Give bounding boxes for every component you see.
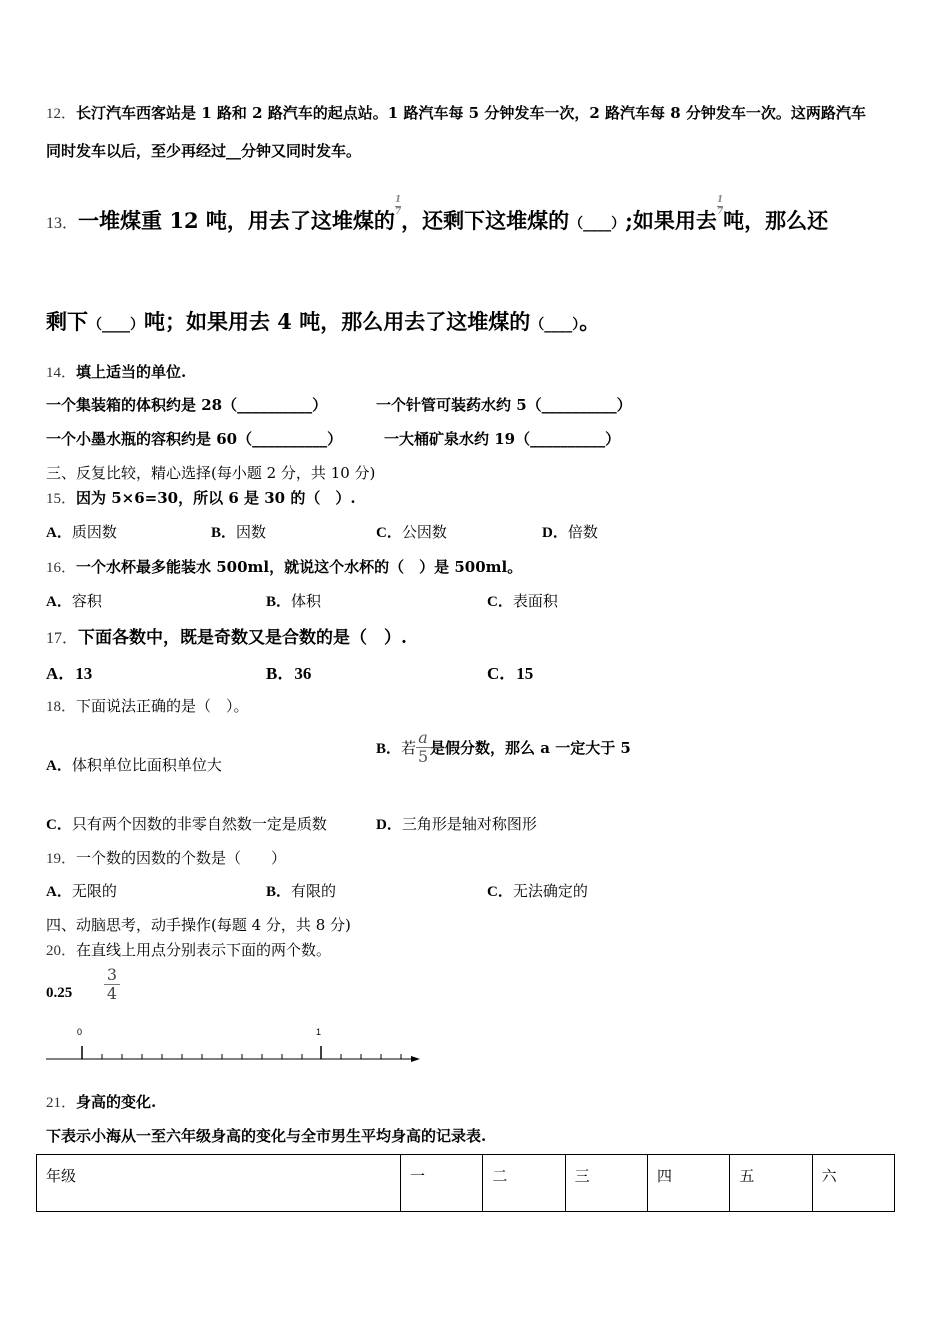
fraction-a-over-5: $\frac{a}{5}$ [417,728,429,766]
blank-paren: （____） [88,317,144,333]
q15-stem: 15．因为 5×6=30，所以 6 是 30 的（ ）. [46,489,356,507]
option-d: D．倍数 [542,523,598,541]
option-a: A．容积 [46,592,102,610]
blank-paren: （____） [530,317,580,333]
q14-item: 一个针管可装药水约 5（__________） [376,396,632,414]
axis-ticks [82,1046,401,1059]
table-header-cell: 五 [730,1155,812,1212]
option-b: B．体积 [266,592,322,610]
option-a: A．体积单位比面积单位大 [46,756,222,774]
fraction-three-quarters: $\frac{3}{4}$ [104,967,120,1002]
fraction-one-seventh: $\frac{1}{7}$ [394,195,402,217]
q21-desc: 下表示小海从一至六年级身高的变化与全市男生平均身高的记录表. [46,1127,487,1145]
q18-stem: 18．下面说法正确的是（ ）。 [46,697,249,715]
option-c: C．无法确定的 [487,882,588,900]
table-header-cell: 三 [565,1155,647,1212]
option-c: C．公因数 [376,523,447,541]
option-b: B．有限的 [266,882,337,900]
table-header-cell: 一 [401,1155,483,1212]
table-header-cell: 六 [812,1155,894,1212]
q14-item: 一大桶矿泉水约 19（__________） [384,430,621,448]
height-table [36,1154,895,1212]
option-a: A．13 [46,664,93,683]
option-b: B．36 [266,664,312,683]
q17-stem: 17．下面各数中，既是奇数又是合数的是（ ）. [46,628,407,648]
option-b: B．若 $\frac{a}{5}$ 是假分数，那么 a 一定大于 5 [376,728,631,766]
option-a: A．质因数 [46,523,117,541]
axis-label-one: 1 [316,1027,322,1037]
q14-title: 14．填上适当的单位. [46,363,187,381]
table-header-cell: 二 [483,1155,565,1212]
option-c: C．15 [487,664,534,683]
option-d: D．三角形是轴对称图形 [376,815,537,833]
table-row [37,1155,895,1212]
q19-stem: 19．一个数的因数的个数是（ ） [46,849,287,867]
section-heading: 三、反复比较，精心选择(每小题 2 分，共 10 分) [46,464,376,482]
fraction-one-seventh-ton: $\frac{1}{7}$ [716,195,724,217]
section-heading: 四、动脑思考，动手操作(每题 4 分，共 8 分) [46,916,351,934]
q14-item: 一个小墨水瓶的容积约是 60（__________） [46,430,343,448]
blank-paren: （____） [569,216,626,232]
value-decimal: 0.25 [46,985,73,1001]
q13-line1: 13．一堆煤重 12 吨，用去了这堆煤的 $\frac{1}{7}$ ，还剩下这堆煤的（____）;如果用去 $\frac{1}{7}$ 吨，那么还 [46,195,829,233]
table-header-cell: 四 [647,1155,729,1212]
q20-stem: 20．在直线上用点分别表示下面的两个数。 [46,941,332,959]
option-c: C．只有两个因数的非零自然数一定是质数 [46,815,327,833]
option-a: A．无限的 [46,882,117,900]
arrow-icon [411,1056,420,1062]
q13-line2: 剩下（____）吨；如果用去 4 吨，那么用去了这堆煤的（____）。 [46,309,601,334]
q12-line1: 12．长汀汽车西客站是 1 路和 2 路汽车的起点站。1 路汽车每 5 分钟发车一次，2 路汽车每 8 分钟发车一次。这两路汽车 [46,104,866,122]
q12-line2: 同时发车以后，至少再经过__分钟又同时发车。 [46,142,362,160]
option-c: C．表面积 [487,592,558,610]
q21-title: 21．身高的变化. [46,1093,157,1111]
option-b: B．因数 [211,523,267,541]
axis-label-zero: 0 [77,1027,83,1037]
table-header-cell: 年级 [37,1155,401,1212]
q16-stem: 16．一个水杯最多能装水 500ml，就说这个水杯的（ ）是 500ml。 [46,558,523,576]
q14-item: 一个集装箱的体积约是 28（__________） [46,396,328,414]
number-line[interactable] [40,1040,425,1066]
